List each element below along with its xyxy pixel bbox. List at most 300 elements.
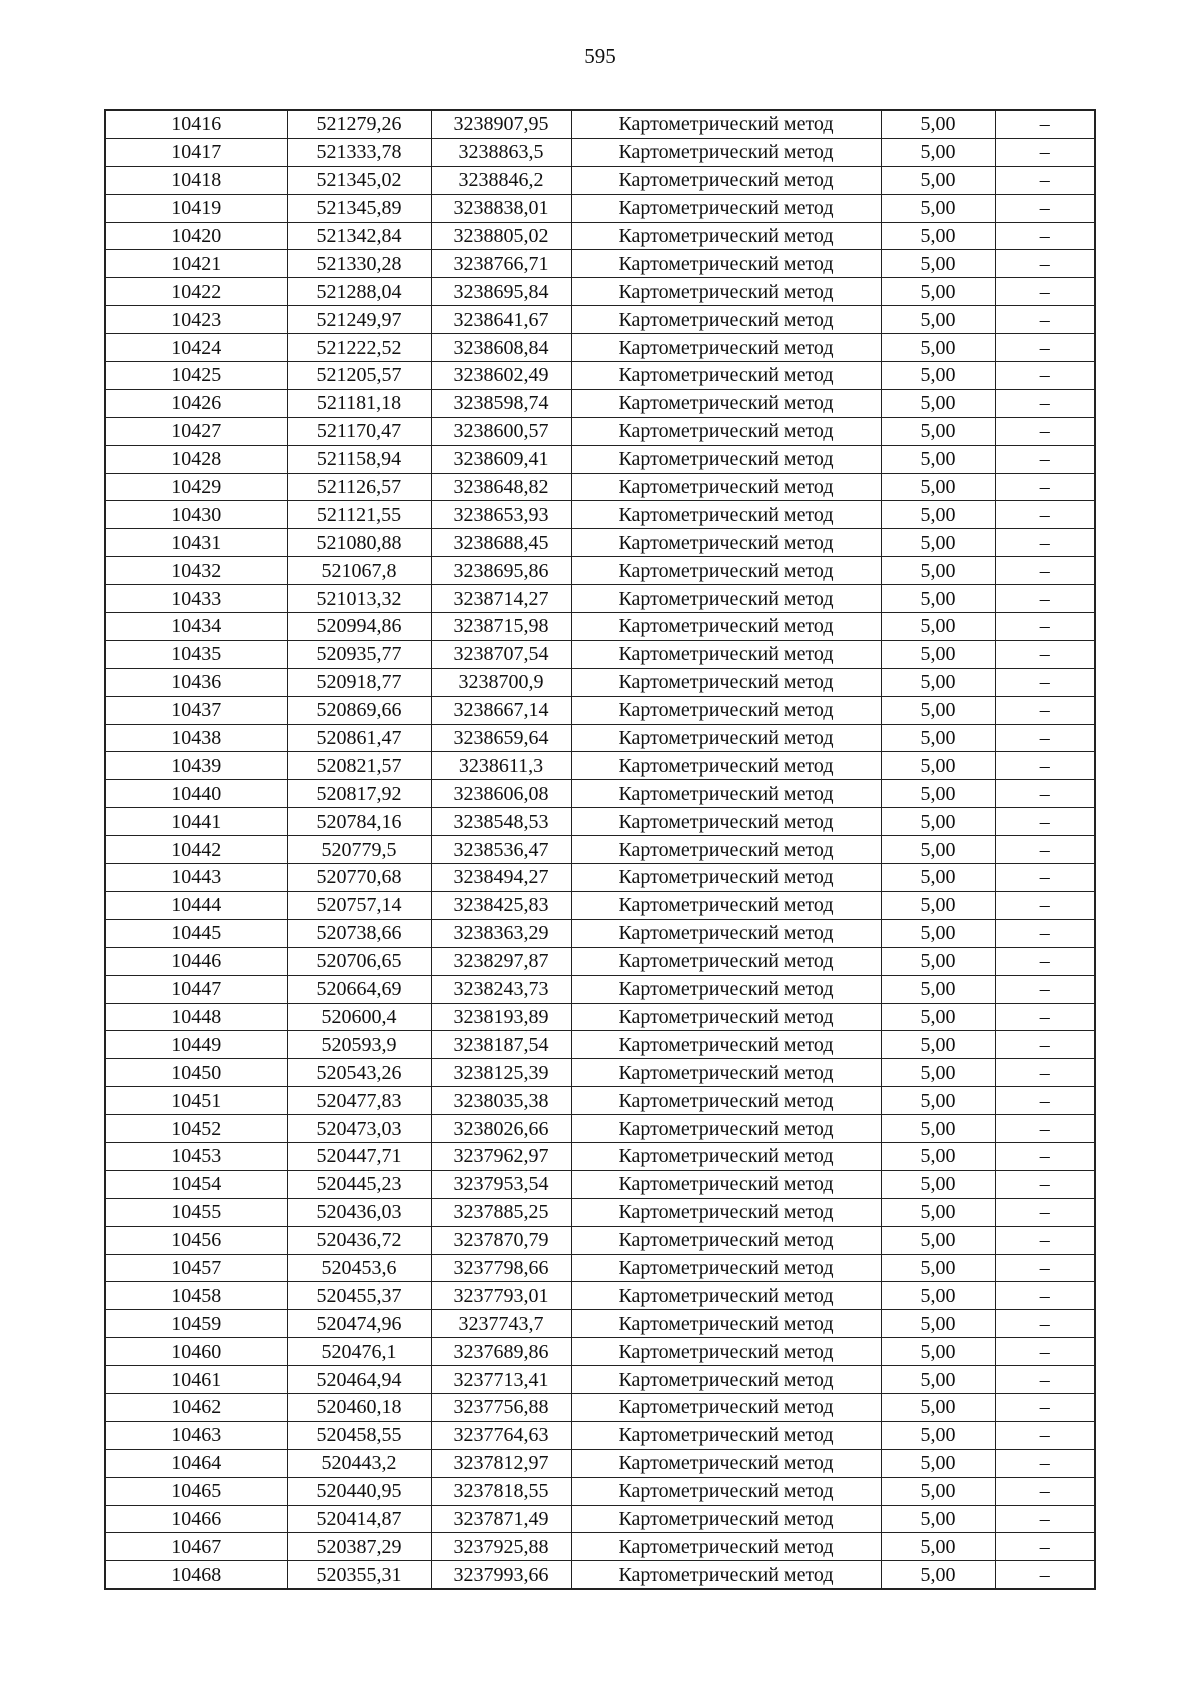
method-cell: Картометрический метод (571, 362, 881, 390)
y-coordinate-cell: 3238714,27 (431, 585, 571, 613)
method-cell: Картометрический метод (571, 166, 881, 194)
point-number-cell: 10435 (105, 640, 287, 668)
note-cell: – (995, 110, 1095, 138)
accuracy-cell: 5,00 (881, 194, 995, 222)
x-coordinate-cell: 520443,2 (287, 1449, 431, 1477)
point-number-cell: 10446 (105, 947, 287, 975)
table-row (105, 919, 1095, 947)
point-number-cell: 10433 (105, 585, 287, 613)
y-coordinate-cell: 3238606,08 (431, 780, 571, 808)
x-coordinate-cell: 520784,16 (287, 808, 431, 836)
table-row (105, 557, 1095, 585)
point-number-cell: 10447 (105, 975, 287, 1003)
method-cell: Картометрический метод (571, 306, 881, 334)
y-coordinate-cell: 3238707,54 (431, 640, 571, 668)
page-number: 595 (584, 44, 616, 68)
method-cell: Картометрический метод (571, 473, 881, 501)
method-cell: Картометрический метод (571, 891, 881, 919)
note-cell: – (995, 613, 1095, 641)
y-coordinate-cell: 3238659,64 (431, 724, 571, 752)
x-coordinate-cell: 520387,29 (287, 1533, 431, 1561)
note-cell: – (995, 1170, 1095, 1198)
x-coordinate-cell: 520458,55 (287, 1421, 431, 1449)
accuracy-cell: 5,00 (881, 557, 995, 585)
accuracy-cell: 5,00 (881, 919, 995, 947)
method-cell: Картометрический метод (571, 1561, 881, 1589)
y-coordinate-cell: 3237756,88 (431, 1393, 571, 1421)
point-number-cell: 10439 (105, 752, 287, 780)
point-number-cell: 10468 (105, 1561, 287, 1589)
y-coordinate-cell: 3238536,47 (431, 836, 571, 864)
x-coordinate-cell: 520918,77 (287, 668, 431, 696)
point-number-cell: 10434 (105, 613, 287, 641)
note-cell: – (995, 1226, 1095, 1254)
table-row (105, 417, 1095, 445)
y-coordinate-cell: 3238641,67 (431, 306, 571, 334)
point-number-cell: 10438 (105, 724, 287, 752)
note-cell: – (995, 585, 1095, 613)
method-cell: Картометрический метод (571, 1366, 881, 1394)
method-cell: Картометрический метод (571, 1170, 881, 1198)
point-number-cell: 10466 (105, 1505, 287, 1533)
table-row (105, 1449, 1095, 1477)
table-row (105, 780, 1095, 808)
method-cell: Картометрический метод (571, 445, 881, 473)
point-number-cell: 10462 (105, 1393, 287, 1421)
table-row (105, 362, 1095, 390)
method-cell: Картометрический метод (571, 278, 881, 306)
method-cell: Картометрический метод (571, 194, 881, 222)
x-coordinate-cell: 520706,65 (287, 947, 431, 975)
note-cell: – (995, 389, 1095, 417)
note-cell: – (995, 1505, 1095, 1533)
point-number-cell: 10420 (105, 222, 287, 250)
y-coordinate-cell: 3237925,88 (431, 1533, 571, 1561)
point-number-cell: 10458 (105, 1282, 287, 1310)
table-row (105, 306, 1095, 334)
accuracy-cell: 5,00 (881, 1142, 995, 1170)
x-coordinate-cell: 520473,03 (287, 1115, 431, 1143)
note-cell: – (995, 557, 1095, 585)
method-cell: Картометрический метод (571, 640, 881, 668)
method-cell: Картометрический метод (571, 919, 881, 947)
accuracy-cell: 5,00 (881, 1310, 995, 1338)
method-cell: Картометрический метод (571, 724, 881, 752)
note-cell: – (995, 1059, 1095, 1087)
accuracy-cell: 5,00 (881, 529, 995, 557)
note-cell: – (995, 1282, 1095, 1310)
table-row (105, 1198, 1095, 1226)
x-coordinate-cell: 521222,52 (287, 334, 431, 362)
point-number-cell: 10463 (105, 1421, 287, 1449)
point-number-cell: 10426 (105, 389, 287, 417)
point-number-cell: 10441 (105, 808, 287, 836)
accuracy-cell: 5,00 (881, 501, 995, 529)
accuracy-cell: 5,00 (881, 613, 995, 641)
table-row (105, 222, 1095, 250)
accuracy-cell: 5,00 (881, 1449, 995, 1477)
point-number-cell: 10430 (105, 501, 287, 529)
note-cell: – (995, 947, 1095, 975)
table-row (105, 278, 1095, 306)
accuracy-cell: 5,00 (881, 1477, 995, 1505)
method-cell: Картометрический метод (571, 864, 881, 892)
x-coordinate-cell: 521121,55 (287, 501, 431, 529)
accuracy-cell: 5,00 (881, 752, 995, 780)
method-cell: Картометрический метод (571, 1505, 881, 1533)
accuracy-cell: 5,00 (881, 1198, 995, 1226)
y-coordinate-cell: 3237993,66 (431, 1561, 571, 1589)
note-cell: – (995, 1533, 1095, 1561)
y-coordinate-cell: 3238297,87 (431, 947, 571, 975)
x-coordinate-cell: 520664,69 (287, 975, 431, 1003)
method-cell: Картометрический метод (571, 696, 881, 724)
x-coordinate-cell: 520436,72 (287, 1226, 431, 1254)
point-number-cell: 10450 (105, 1059, 287, 1087)
table-row (105, 891, 1095, 919)
y-coordinate-cell: 3237798,66 (431, 1254, 571, 1282)
table-row (105, 501, 1095, 529)
x-coordinate-cell: 521013,32 (287, 585, 431, 613)
note-cell: – (995, 1115, 1095, 1143)
x-coordinate-cell: 521080,88 (287, 529, 431, 557)
note-cell: – (995, 501, 1095, 529)
note-cell: – (995, 808, 1095, 836)
note-cell: – (995, 836, 1095, 864)
table-row (105, 1310, 1095, 1338)
note-cell: – (995, 250, 1095, 278)
point-number-cell: 10431 (105, 529, 287, 557)
accuracy-cell: 5,00 (881, 1393, 995, 1421)
note-cell: – (995, 1338, 1095, 1366)
table-row (105, 166, 1095, 194)
table-row (105, 1142, 1095, 1170)
table-row (105, 194, 1095, 222)
x-coordinate-cell: 521279,26 (287, 110, 431, 138)
y-coordinate-cell: 3238688,45 (431, 529, 571, 557)
x-coordinate-cell: 521126,57 (287, 473, 431, 501)
table-row (105, 752, 1095, 780)
accuracy-cell: 5,00 (881, 1003, 995, 1031)
y-coordinate-cell: 3238425,83 (431, 891, 571, 919)
point-number-cell: 10448 (105, 1003, 287, 1031)
x-coordinate-cell: 520757,14 (287, 891, 431, 919)
x-coordinate-cell: 520935,77 (287, 640, 431, 668)
method-cell: Картометрический метод (571, 1310, 881, 1338)
point-number-cell: 10427 (105, 417, 287, 445)
x-coordinate-cell: 521170,47 (287, 417, 431, 445)
y-coordinate-cell: 3238846,2 (431, 166, 571, 194)
note-cell: – (995, 919, 1095, 947)
method-cell: Картометрический метод (571, 138, 881, 166)
note-cell: – (995, 780, 1095, 808)
table-row (105, 640, 1095, 668)
accuracy-cell: 5,00 (881, 975, 995, 1003)
point-number-cell: 10459 (105, 1310, 287, 1338)
y-coordinate-cell: 3237885,25 (431, 1198, 571, 1226)
table-row (105, 1533, 1095, 1561)
x-coordinate-cell: 520414,87 (287, 1505, 431, 1533)
coordinates-table (104, 109, 1096, 1590)
method-cell: Картометрический метод (571, 1421, 881, 1449)
method-cell: Картометрический метод (571, 808, 881, 836)
y-coordinate-cell: 3237953,54 (431, 1170, 571, 1198)
y-coordinate-cell: 3238695,86 (431, 557, 571, 585)
y-coordinate-cell: 3238600,57 (431, 417, 571, 445)
note-cell: – (995, 864, 1095, 892)
y-coordinate-cell: 3238715,98 (431, 613, 571, 641)
table-row (105, 529, 1095, 557)
x-coordinate-cell: 521345,02 (287, 166, 431, 194)
point-number-cell: 10425 (105, 362, 287, 390)
x-coordinate-cell: 521249,97 (287, 306, 431, 334)
method-cell: Картометрический метод (571, 250, 881, 278)
note-cell: – (995, 975, 1095, 1003)
note-cell: – (995, 696, 1095, 724)
x-coordinate-cell: 520464,94 (287, 1366, 431, 1394)
method-cell: Картометрический метод (571, 389, 881, 417)
point-number-cell: 10416 (105, 110, 287, 138)
note-cell: – (995, 1393, 1095, 1421)
point-number-cell: 10419 (105, 194, 287, 222)
note-cell: – (995, 166, 1095, 194)
y-coordinate-cell: 3238653,93 (431, 501, 571, 529)
point-number-cell: 10436 (105, 668, 287, 696)
x-coordinate-cell: 521333,78 (287, 138, 431, 166)
accuracy-cell: 5,00 (881, 836, 995, 864)
y-coordinate-cell: 3238494,27 (431, 864, 571, 892)
accuracy-cell: 5,00 (881, 1115, 995, 1143)
method-cell: Картометрический метод (571, 110, 881, 138)
x-coordinate-cell: 520869,66 (287, 696, 431, 724)
point-number-cell: 10465 (105, 1477, 287, 1505)
method-cell: Картометрический метод (571, 1059, 881, 1087)
x-coordinate-cell: 520593,9 (287, 1031, 431, 1059)
point-number-cell: 10451 (105, 1087, 287, 1115)
note-cell: – (995, 891, 1095, 919)
point-number-cell: 10442 (105, 836, 287, 864)
table-row (105, 473, 1095, 501)
method-cell: Картометрический метод (571, 1477, 881, 1505)
x-coordinate-cell: 520817,92 (287, 780, 431, 808)
point-number-cell: 10421 (105, 250, 287, 278)
method-cell: Картометрический метод (571, 975, 881, 1003)
table-row (105, 613, 1095, 641)
y-coordinate-cell: 3237793,01 (431, 1282, 571, 1310)
method-cell: Картометрический метод (571, 1338, 881, 1366)
method-cell: Картометрический метод (571, 1031, 881, 1059)
accuracy-cell: 5,00 (881, 585, 995, 613)
point-number-cell: 10467 (105, 1533, 287, 1561)
method-cell: Картометрический метод (571, 1226, 881, 1254)
accuracy-cell: 5,00 (881, 445, 995, 473)
y-coordinate-cell: 3237962,97 (431, 1142, 571, 1170)
x-coordinate-cell: 520543,26 (287, 1059, 431, 1087)
note-cell: – (995, 1477, 1095, 1505)
point-number-cell: 10428 (105, 445, 287, 473)
table-row (105, 585, 1095, 613)
table-row (105, 389, 1095, 417)
note-cell: – (995, 1449, 1095, 1477)
y-coordinate-cell: 3237870,79 (431, 1226, 571, 1254)
y-coordinate-cell: 3238611,3 (431, 752, 571, 780)
note-cell: – (995, 668, 1095, 696)
table-row (105, 1170, 1095, 1198)
note-cell: – (995, 222, 1095, 250)
method-cell: Картометрический метод (571, 334, 881, 362)
point-number-cell: 10418 (105, 166, 287, 194)
note-cell: – (995, 1421, 1095, 1449)
note-cell: – (995, 362, 1095, 390)
table-row (105, 1505, 1095, 1533)
accuracy-cell: 5,00 (881, 640, 995, 668)
accuracy-cell: 5,00 (881, 864, 995, 892)
note-cell: – (995, 445, 1095, 473)
x-coordinate-cell: 520600,4 (287, 1003, 431, 1031)
point-number-cell: 10437 (105, 696, 287, 724)
accuracy-cell: 5,00 (881, 1505, 995, 1533)
x-coordinate-cell: 520738,66 (287, 919, 431, 947)
note-cell: – (995, 752, 1095, 780)
accuracy-cell: 5,00 (881, 1059, 995, 1087)
table-row (105, 1003, 1095, 1031)
accuracy-cell: 5,00 (881, 1533, 995, 1561)
note-cell: – (995, 1561, 1095, 1589)
x-coordinate-cell: 521158,94 (287, 445, 431, 473)
x-coordinate-cell: 520821,57 (287, 752, 431, 780)
table-row (105, 1338, 1095, 1366)
y-coordinate-cell: 3238363,29 (431, 919, 571, 947)
method-cell: Картометрический метод (571, 1087, 881, 1115)
accuracy-cell: 5,00 (881, 1338, 995, 1366)
note-cell: – (995, 138, 1095, 166)
method-cell: Картометрический метод (571, 1393, 881, 1421)
y-coordinate-cell: 3238548,53 (431, 808, 571, 836)
method-cell: Картометрический метод (571, 1449, 881, 1477)
method-cell: Картометрический метод (571, 1282, 881, 1310)
y-coordinate-cell: 3238193,89 (431, 1003, 571, 1031)
accuracy-cell: 5,00 (881, 891, 995, 919)
table-row (105, 1087, 1095, 1115)
method-cell: Картометрический метод (571, 1142, 881, 1170)
note-cell: – (995, 1198, 1095, 1226)
note-cell: – (995, 1310, 1095, 1338)
y-coordinate-cell: 3238805,02 (431, 222, 571, 250)
table-row (105, 1366, 1095, 1394)
point-number-cell: 10445 (105, 919, 287, 947)
x-coordinate-cell: 521181,18 (287, 389, 431, 417)
y-coordinate-cell: 3238187,54 (431, 1031, 571, 1059)
y-coordinate-cell: 3238608,84 (431, 334, 571, 362)
x-coordinate-cell: 520445,23 (287, 1170, 431, 1198)
x-coordinate-cell: 520474,96 (287, 1310, 431, 1338)
point-number-cell: 10461 (105, 1366, 287, 1394)
accuracy-cell: 5,00 (881, 278, 995, 306)
x-coordinate-cell: 520436,03 (287, 1198, 431, 1226)
note-cell: – (995, 640, 1095, 668)
method-cell: Картометрический метод (571, 557, 881, 585)
note-cell: – (995, 529, 1095, 557)
point-number-cell: 10453 (105, 1142, 287, 1170)
note-cell: – (995, 1366, 1095, 1394)
accuracy-cell: 5,00 (881, 1561, 995, 1589)
y-coordinate-cell: 3237818,55 (431, 1477, 571, 1505)
method-cell: Картометрический метод (571, 501, 881, 529)
y-coordinate-cell: 3238648,82 (431, 473, 571, 501)
x-coordinate-cell: 520355,31 (287, 1561, 431, 1589)
table-row (105, 334, 1095, 362)
point-number-cell: 10452 (105, 1115, 287, 1143)
x-coordinate-cell: 520455,37 (287, 1282, 431, 1310)
table-row (105, 1254, 1095, 1282)
note-cell: – (995, 1087, 1095, 1115)
table-row (105, 1393, 1095, 1421)
note-cell: – (995, 1003, 1095, 1031)
note-cell: – (995, 278, 1095, 306)
note-cell: – (995, 724, 1095, 752)
y-coordinate-cell: 3238907,95 (431, 110, 571, 138)
table-row (105, 724, 1095, 752)
y-coordinate-cell: 3238598,74 (431, 389, 571, 417)
accuracy-cell: 5,00 (881, 1031, 995, 1059)
y-coordinate-cell: 3237689,86 (431, 1338, 571, 1366)
accuracy-cell: 5,00 (881, 222, 995, 250)
note-cell: – (995, 1031, 1095, 1059)
x-coordinate-cell: 520779,5 (287, 836, 431, 864)
y-coordinate-cell: 3237871,49 (431, 1505, 571, 1533)
accuracy-cell: 5,00 (881, 1421, 995, 1449)
accuracy-cell: 5,00 (881, 1254, 995, 1282)
x-coordinate-cell: 520770,68 (287, 864, 431, 892)
x-coordinate-cell: 520460,18 (287, 1393, 431, 1421)
accuracy-cell: 5,00 (881, 306, 995, 334)
y-coordinate-cell: 3238695,84 (431, 278, 571, 306)
method-cell: Картометрический метод (571, 613, 881, 641)
point-number-cell: 10460 (105, 1338, 287, 1366)
table-row (105, 808, 1095, 836)
table-row (105, 1561, 1095, 1589)
accuracy-cell: 5,00 (881, 1226, 995, 1254)
accuracy-cell: 5,00 (881, 1170, 995, 1198)
y-coordinate-cell: 3238863,5 (431, 138, 571, 166)
accuracy-cell: 5,00 (881, 696, 995, 724)
x-coordinate-cell: 520476,1 (287, 1338, 431, 1366)
y-coordinate-cell: 3238026,66 (431, 1115, 571, 1143)
point-number-cell: 10424 (105, 334, 287, 362)
method-cell: Картометрический метод (571, 1115, 881, 1143)
table-body (105, 110, 1095, 1589)
table-row (105, 1115, 1095, 1143)
y-coordinate-cell: 3238838,01 (431, 194, 571, 222)
accuracy-cell: 5,00 (881, 1366, 995, 1394)
x-coordinate-cell: 520447,71 (287, 1142, 431, 1170)
point-number-cell: 10429 (105, 473, 287, 501)
method-cell: Картометрический метод (571, 1254, 881, 1282)
accuracy-cell: 5,00 (881, 334, 995, 362)
point-number-cell: 10455 (105, 1198, 287, 1226)
table-row (105, 138, 1095, 166)
point-number-cell: 10432 (105, 557, 287, 585)
x-coordinate-cell: 521205,57 (287, 362, 431, 390)
point-number-cell: 10417 (105, 138, 287, 166)
y-coordinate-cell: 3238243,73 (431, 975, 571, 1003)
accuracy-cell: 5,00 (881, 389, 995, 417)
y-coordinate-cell: 3237764,63 (431, 1421, 571, 1449)
y-coordinate-cell: 3238700,9 (431, 668, 571, 696)
method-cell: Картометрический метод (571, 222, 881, 250)
y-coordinate-cell: 3238602,49 (431, 362, 571, 390)
note-cell: – (995, 473, 1095, 501)
